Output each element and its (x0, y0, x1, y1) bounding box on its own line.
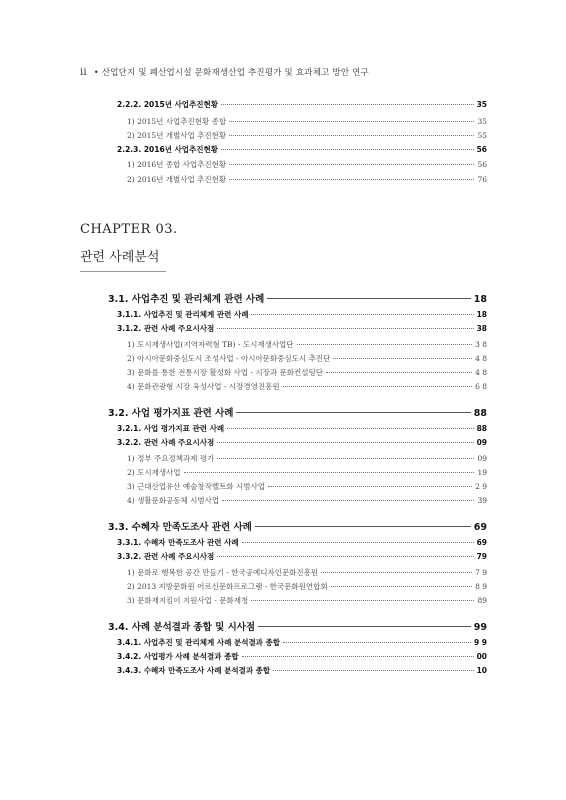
leader-dots (297, 344, 473, 345)
toc-entry-label: 3.1.1. 사업추진 및 관리체계 관련 사례 (117, 310, 249, 319)
leader-dots (229, 121, 474, 122)
leader-dots (184, 472, 475, 473)
leader-dots (221, 149, 474, 150)
toc-entry-label: 1) 도시재생사업(지역자력형 TB) - 도시재생사업단 (127, 340, 294, 349)
toc-entry-label: 3.4.3. 수혜자 만족도조사 사례 분석결과 종합 (117, 666, 271, 675)
toc-entry[interactable] (117, 423, 487, 434)
toc-entry[interactable] (127, 339, 487, 350)
toc-entry[interactable] (117, 551, 487, 562)
toc-entry-label: 2) 아시아문화중심도시 조성사업 - 아시아문화중심도시 추진단 (127, 354, 331, 363)
toc-entry-page: 55 (477, 131, 487, 140)
leader-dots (229, 164, 474, 165)
toc-entry[interactable] (108, 619, 487, 633)
leader-dots (242, 542, 474, 543)
toc-entry[interactable] (108, 291, 487, 305)
toc-entry[interactable] (127, 174, 487, 185)
toc-entry[interactable] (127, 159, 487, 170)
toc-entry-page: 09 (477, 454, 487, 463)
toc-entry-page: 69 (473, 522, 487, 533)
toc-entry-page: 9 9 (473, 638, 487, 647)
toc-entry-label: 3.4.2. 사업평가 사례 분석결과 종합 (117, 652, 239, 661)
leader-dots (283, 386, 473, 387)
leader-dots (221, 104, 474, 105)
toc-entry-label: 3.1. 사업추진 및 관리체계 관련 사례 (108, 294, 265, 305)
toc-entry-label: 2) 2013 지방문화원 어르신문화프로그램 - 한국문화원연합회 (127, 582, 328, 591)
leader-dots (229, 179, 474, 180)
toc-entry[interactable] (117, 323, 487, 334)
leader-dots (268, 486, 472, 487)
leader-dots (222, 500, 474, 501)
toc-entry-page: 39 (477, 496, 487, 505)
toc-entry-page: 35 (476, 100, 487, 109)
leader-dots (227, 428, 473, 429)
leader-dots (267, 298, 470, 299)
leader-dots (236, 412, 470, 413)
leader-dots (283, 642, 471, 643)
toc-entry-page: 19 (477, 468, 487, 477)
leader-dots (321, 572, 472, 573)
toc-entry-label: 4) 문화관광형 시장 육성사업 - 시장경영진흥원 (127, 382, 280, 391)
toc-entry-page: 6 8 (475, 382, 487, 391)
toc-entry[interactable] (127, 353, 487, 364)
leader-dots (217, 442, 473, 443)
toc-entry-page: 8 9 (475, 582, 487, 591)
toc-entry-label: 3.3. 수혜자 만족도조사 관련 사례 (108, 522, 252, 533)
toc-entry-page: 69 (476, 538, 487, 547)
toc-entry-label: 3.3.1. 수혜자 만족도조사 관련 사례 (117, 538, 239, 547)
toc-entry-label: 3.3.2. 관련 사례 주요시사점 (117, 552, 215, 561)
running-header-title: • 산업단지 및 폐산업시설 문화재생산업 추진평가 및 효과체고 방안 연구 (93, 68, 369, 78)
toc-entry-page: 88 (473, 408, 487, 419)
toc-entry[interactable] (127, 453, 487, 464)
leader-dots (229, 135, 474, 136)
chapter-title: 관련 사례분석 (80, 246, 166, 272)
toc-entry-label: 1) 2016년 종합 사업추진현황 (127, 160, 227, 169)
toc-entry-page: 38 (476, 324, 487, 333)
toc-entry[interactable] (127, 130, 487, 141)
toc-entry[interactable] (127, 381, 487, 392)
leader-dots (251, 314, 473, 315)
toc-entry[interactable] (127, 581, 487, 592)
toc-entry-label: 1) 정부 주요정책과제 평가 (127, 454, 215, 463)
toc-entry-label: 3) 문화재지킴이 지원사업 - 문화재청 (127, 596, 249, 605)
toc-entry-page: 18 (473, 294, 487, 305)
toc-entry[interactable] (108, 519, 487, 533)
toc-entry-label: 3) 근대산업유산 예술창작벨트화 시범사업 (127, 482, 266, 491)
leader-dots (255, 526, 471, 527)
toc-entry-page: 76 (477, 175, 487, 184)
toc-entry-label: 1) 문화로 행복한 공간 만들기 - 한국공예디자인문화진흥원 (127, 568, 319, 577)
toc-entry-page: 88 (476, 424, 487, 433)
chapter-number: CHAPTER 03. (80, 222, 178, 237)
toc-entry-page: 79 (476, 552, 487, 561)
toc-entry-page: 35 (477, 117, 487, 126)
toc-entry-page: 3 8 (475, 340, 487, 349)
leader-dots (326, 372, 472, 373)
running-header (80, 66, 369, 78)
leader-dots (333, 358, 472, 359)
toc-entry[interactable] (127, 367, 487, 378)
toc-entry[interactable] (127, 116, 487, 127)
toc-entry-page: 09 (476, 438, 487, 447)
toc-entry-page: 56 (477, 160, 487, 169)
toc-entry[interactable] (117, 309, 487, 320)
page-number-roman: ii (80, 67, 87, 78)
toc-entry-label: 2.2.3. 2016년 사업추진현황 (117, 145, 219, 154)
toc-entry[interactable] (108, 405, 487, 419)
leader-dots (242, 656, 474, 657)
leader-dots (331, 586, 472, 587)
leader-dots (217, 458, 474, 459)
toc-entry-page: 4 8 (475, 368, 487, 377)
leader-dots (258, 626, 471, 627)
toc-entry-page: 7 9 (475, 568, 487, 577)
toc-entry[interactable] (127, 481, 487, 492)
toc-entry-label: 2) 도시재생사업 (127, 468, 181, 477)
toc-entry-page: 89 (477, 596, 487, 605)
toc-entry-label: 4) 생활문화공동체 시범사업 (127, 496, 220, 505)
toc-entry-page: 56 (476, 145, 487, 154)
toc-entry-label: 3.4.1. 사업추진 및 관리체계 사례 분석결과 종합 (117, 638, 281, 647)
toc-entry-label: 2) 2015년 개별사업 추진현황 (127, 131, 227, 140)
toc-entry-label: 3.2.2. 관련 사례 주요시사점 (117, 438, 215, 447)
toc-entry[interactable] (117, 437, 487, 448)
toc-entry[interactable] (117, 637, 487, 648)
toc-entry-page: 4 8 (475, 354, 487, 363)
toc-entry[interactable] (117, 537, 487, 548)
toc-entry-label: 3.1.2. 관련 사례 주요시사점 (117, 324, 215, 333)
toc-entry-label: 3) 문화를 통한 전통시장 활성화 사업 - 시장과 문화컨설팅단 (127, 368, 323, 377)
toc-entry-label: 3.4. 사례 분석결과 종합 및 시사점 (108, 622, 256, 633)
toc-entry-label: 2.2.2. 2015년 사업추진현황 (117, 100, 219, 109)
leader-dots (217, 328, 473, 329)
toc-entry[interactable] (117, 665, 487, 676)
toc-entry-page: 10 (476, 666, 487, 675)
toc-entry[interactable] (127, 495, 487, 506)
toc-entry[interactable] (127, 467, 487, 478)
toc-entry[interactable] (127, 567, 487, 578)
toc-entry-page: 18 (476, 310, 487, 319)
toc-entry[interactable] (117, 99, 487, 110)
toc-entry-page: 99 (473, 622, 487, 633)
toc-entry[interactable] (127, 595, 487, 606)
toc-entry-page: 00 (476, 652, 487, 661)
leader-dots (273, 670, 473, 671)
toc-entry-label: 3.2.1. 사업 평가지표 관련 사례 (117, 424, 225, 433)
toc-entry[interactable] (117, 651, 487, 662)
toc-entry-label: 2) 2016년 개별사업 추진현황 (127, 175, 227, 184)
toc-entry-label: 3.2. 사업 평가지표 관련 사례 (108, 408, 234, 419)
toc-entry-page: 2 9 (475, 482, 487, 491)
leader-dots (217, 556, 473, 557)
leader-dots (251, 600, 474, 601)
toc-entry-label: 1) 2015년 사업추진현황 종합 (127, 117, 227, 126)
toc-entry[interactable] (117, 144, 487, 155)
